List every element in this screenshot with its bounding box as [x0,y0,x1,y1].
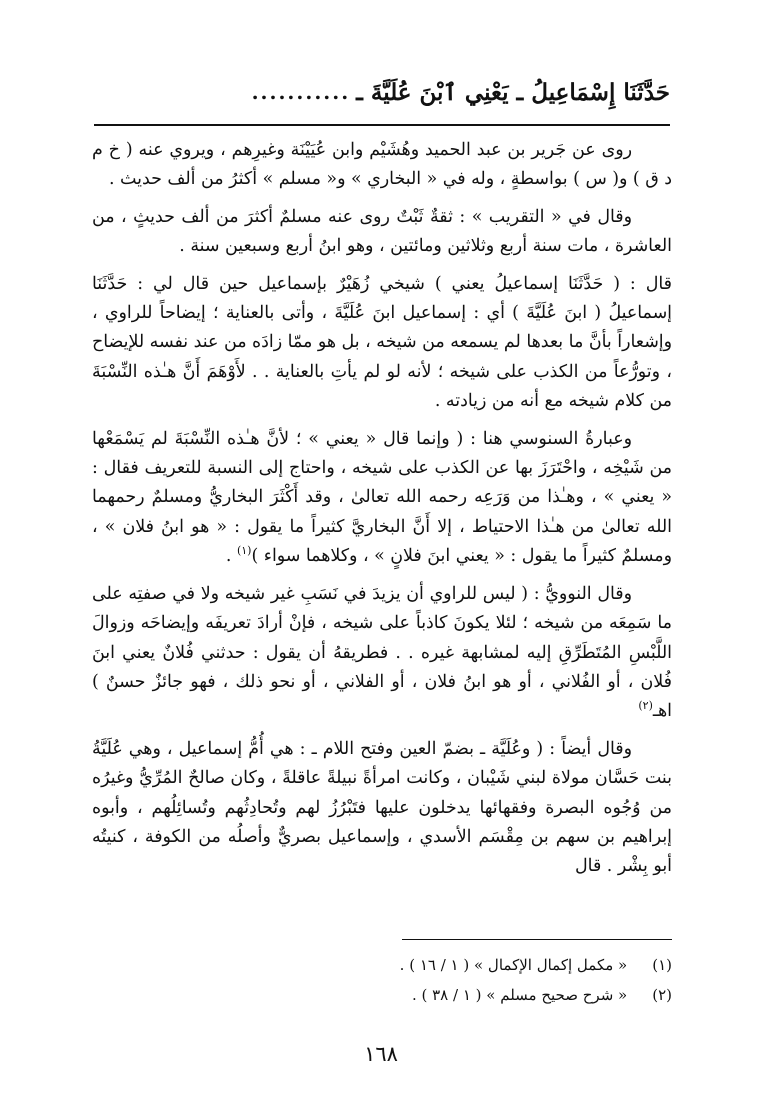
paragraph-4-text: وعبارةُ السنوسي هنا : ( وإنما قال « يعني » ؛ لأنَّ هـٰذه النِّسْبَةَ لم يَسْمَعْها من شَيْخِه ، واحْتَرَزَ بها عن الكذب على شيخه ، واحتاج إلى النسبة للتعريف فقال : « يعني » ، وهـٰذا من وَرَعِه رحمه الله تعالىٰ ، وقد أَكْثَرَ البخاريُّ ومسلمٌ رحمهما الله تعالىٰ من هـٰذا الاحتياط ، إلا أَنَّ البخاريَّ كثيراً ما يقول : « هو ابنُ فلان » ، ومسلمٌ كثيراً ما يقول : « يعني ابنَ فلانٍ » ، وكلاهما سواء ) [92,428,672,567]
running-header-title: حَدَّثَنَا إِسْمَاعِيلُ ـ يَعْنِي ٱبْنَ عُلَيَّةَ ـ [356,78,670,106]
page-number: ١٦٨ [364,1042,398,1066]
paragraph-6: وقال أيضاً : ( وعُلَيَّة ـ بضمّ العين وفتح اللام ـ : هي أُمُّ إسماعيل ، وهي عُلَيَّةُ بنت حَسَّان مولاة لبني شَيْبان ، وكانت امرأةً نبيلةً عاقلةً ، وكان صالحٌ المُرِّيُّ وغيرُه من وُجُوه البصرة وفقهائها يدخلون عليها فتَبْرُزُ لهم وتُحادِثُهم وتُسائِلُهم ، وأبوه إبراهيم بن سهم بن مِقْسَم الأسدي ، وإسماعيل بصريٌّ وأصلُه من الكوفة ، كنيتُه أبو بِشْر . قال [92,738,672,877]
paragraph-5-text: وقال النوويُّ : ( ليس للراوي أن يزيدَ في نَسَبِ غير شيخه ولا في صفتِه على ما سَمِعَه من شيخه ؛ لئلا يكونَ كاذباً على شيخه ، فإنْ أرادَ تعريفَه وإيضاحَه وزوالَ اللَّبْسِ المُتَطَرِّقِ إليه لمشابهة غيره . . فطريقهُ أن يقول : حدثني فُلانٌ يعني ابنَ فُلان ، أو الفُلاني ، أو هو ابنُ فلان ، أو الفلاني ، أو نحو ذلك ، فهو جائزٌ حسنٌ ) اهـ [92,583,672,722]
paragraph-5 [92,580,672,727]
footnote-2-number: (٢) [652,986,672,1004]
paragraph-4 [92,425,672,572]
footnote-ref-2[interactable]: (٢) [638,699,653,713]
paragraph-3: قال : ( حَدَّثَنَا إسماعيلُ يعني ) شيخي زُهَيْرٌ بإسماعيل حين قال لي : حَدَّثَنَا إسماعيلُ ( ابنَ عُلَيَّةَ ) أي : إسماعيل ابنَ عُلَيَّةَ ، وأتى بالعناية ؛ إيضاحاً للراوي ، وإشعاراً بأنَّ ما بعدها لم يسمعه من شيخه ، بل هو ممّا زادَه من عند نفسه للإيضاح ، وتورُّعاً من الكذب على شيخه ؛ لأنه لو لم يأتِ بالعناية . . لأَوْهَمَ أَنَّ هـٰذه النِّسْبَةَ من كلام شيخه مع أنه من زيادته . [92,273,672,412]
footnote-rule [402,939,672,940]
paragraph-4-tail: . [225,546,237,567]
main-text [92,136,672,890]
footnote-2 [92,980,672,1010]
footnote-ref-1[interactable]: (١) [236,544,252,558]
footnote-1 [92,950,672,980]
paragraph-1: روى عن جَرير بن عبد الحميد وهُشَيْم وابن عُيَيْنَة وغيرِهم ، ويروي عنه ( خ م د ق ) و( س ) بواسطةٍ ، وله في « البخاري » و« مسلم » أكثرُ من ألف حديث . [92,140,672,190]
footnotes [92,950,672,1010]
running-header-dots: ........... [251,80,351,104]
running-header [94,72,670,112]
footnote-1-text: « مكمل إكمال الإكمال » ( ١ / ١٦ ) . [399,956,628,974]
footnote-1-number: (١) [652,956,672,974]
footnote-2-text: « شرح صحيح مسلم » ( ١ / ٣٨ ) . [411,986,628,1004]
paragraph-2: وقال في « التقريب » : ثقةٌ ثَبْتٌ روى عنه مسلمٌ أكثرَ من ألف حديثٍ ، من العاشرة ، مات سنة أربع وثلاثين ومائتين ، وهو ابنُ أربع وسبعين سنة . [92,206,672,257]
header-rule [94,124,670,126]
